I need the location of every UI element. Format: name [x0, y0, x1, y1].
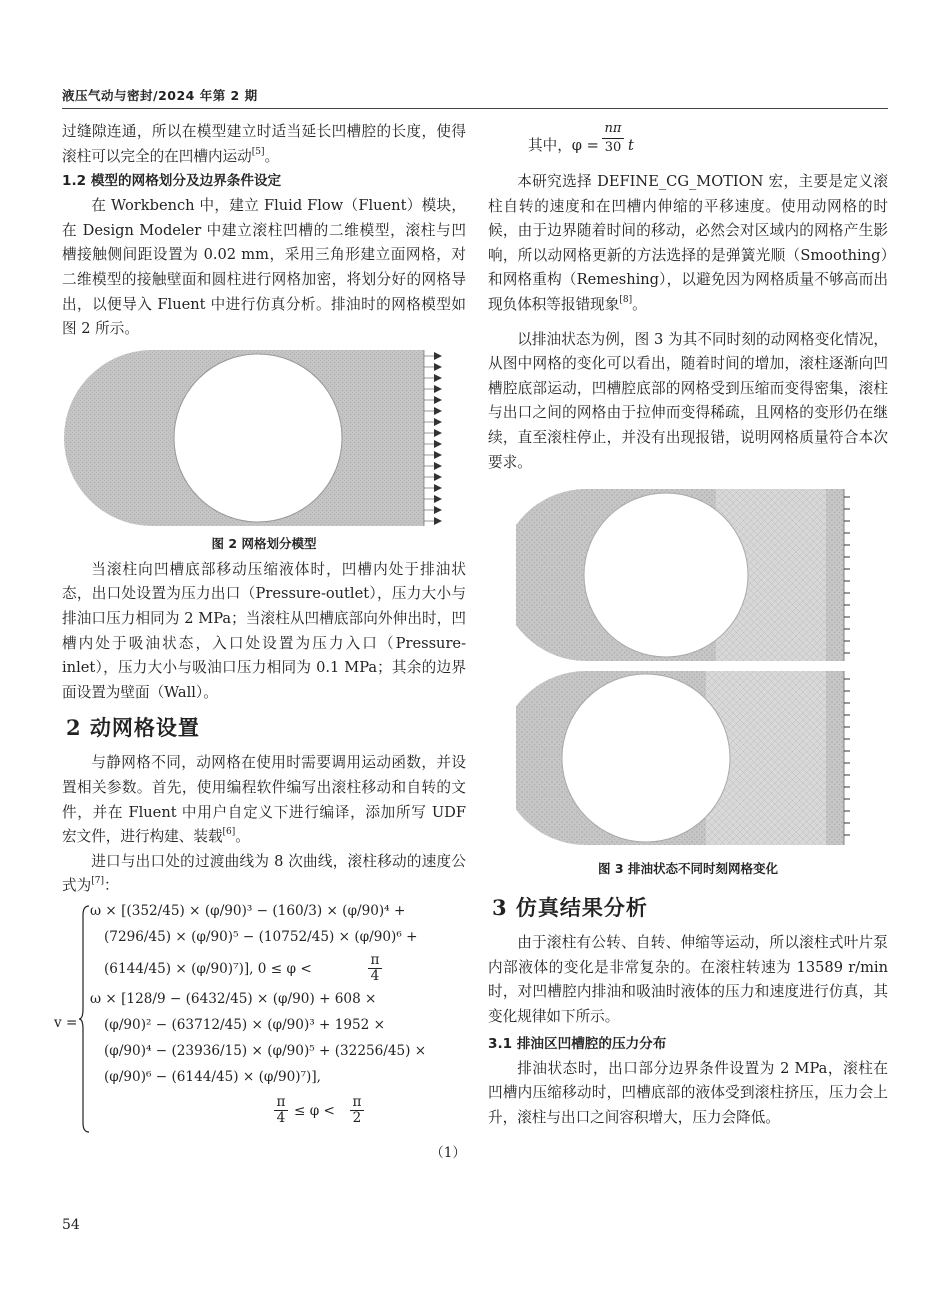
eq-line-5: (φ/90)² − (63712/45) × (φ/90)³ + 1952 × [104, 1016, 386, 1033]
paragraph-udf-macro: 本研究选择 DEFINE_CG_MOTION 宏，主要是定义滚柱自转的速度和在凹槽内伸缩的平移速度。使用动网格的时候，由于边界随着时间的移动，必然会对区域内的网格产生影响，所以动网格更新的方法选择的是弹簧光顺（Smoothing）和网格重构（Remeshing），以避免因为网格质量不够高而出现负体积等报错现象[8]。 [488, 173, 888, 313]
eq-line-3: (6144/45) × (φ/90)⁷)], 0 ≤ φ < [104, 960, 312, 977]
figure-3 [516, 489, 858, 849]
eq-line-7: (φ/90)⁶ − (6144/45) × (φ/90)⁷)], [104, 1068, 321, 1085]
roller-bottom [562, 674, 730, 842]
outlet-arrows [424, 350, 434, 526]
eq-brace [78, 905, 90, 1133]
outlet-tick-marks [844, 497, 850, 835]
mesh-panel-bottom [516, 671, 844, 845]
citation-6[interactable]: [6] [222, 827, 236, 838]
paragraph-mesh-change: 以排油状态为例，图 3 为其不同时刻的动网格变化情况，从图中网格的变化可以看出，随着时间的增加，滚柱逐渐向凹槽腔底部运动，凹槽腔底部的网格受到压缩而变得密集，滚柱与出口之间的网格由于拉伸而变得稀疏，且网格的变形仍在继续，直至滚柱停止，并没有出现报错，说明网格质量符合本次要求。 [488, 330, 888, 471]
paragraph-dynamic-mesh: 与静网格不同，动网格在使用时需要调用运动函数，并设置相关参数。首先，使用编程软件编写出滚柱移动和自转的文件，并在 Fluent 中用户自定义下进行编译，添加所写 UDF 宏文件，进行构建、装载[6]。 [62, 754, 466, 846]
journal-header: 液压气动与密封/2024 年第 2 期 [62, 88, 258, 103]
paragraph-pressure-distribution: 排油状态时，出口部分边界条件设置为 2 MPa，滚柱在凹槽内压缩移动时，凹槽底部的液体受到滚柱挤压，压力会上升，滚柱与出口之间容积增大，压力会降低。 [488, 1059, 888, 1126]
eq-lhs: v = [54, 1014, 78, 1031]
mesh-panel-top [516, 489, 844, 661]
header-rule [62, 108, 888, 109]
where-phi-definition: 其中，φ = nπ 30 t [528, 121, 634, 155]
citation-5[interactable]: [5] [251, 146, 265, 157]
citation-8[interactable]: [8] [619, 294, 633, 305]
citation-7[interactable]: [7] [91, 876, 104, 887]
subsection-3-1-heading: 3.1 排油区凹槽腔的压力分布 [488, 1035, 667, 1052]
paragraph-continued: 过缝隙连通，所以在模型建立时适当延长凹槽腔的长度，使得滚柱可以完全的在凹槽内运动[5]。 [62, 123, 466, 165]
paragraph-mesh-setup: 在 Workbench 中，建立 Fluid Flow（Fluent）模块，在 Design Modeler 中建立滚柱凹槽的二维模型，滚柱与凹槽接触侧间距设置为 0.02 mm，采用三角形建立面网格，对二维模型的接触壁面和圆柱进行网格加密，将划分好的网格导出，以便导入 Fluent 中进行仿真分析。排油时的网格模型如图 2 所示。 [62, 197, 466, 338]
eq-cond2-fraction-a: π 4 [274, 1095, 288, 1126]
phi-fraction: nπ 30 [602, 120, 624, 157]
section-2-heading: 2 动网格设置 [66, 715, 200, 741]
eq-line-1: ω × [(352/45) × (φ/90)³ − (160/3) × (φ/90)⁴ + [90, 902, 406, 919]
roller-top [584, 493, 748, 657]
roller-circle [174, 354, 342, 522]
eq-cond1-fraction: π 4 [368, 953, 382, 984]
page-number: 54 [62, 1217, 80, 1233]
figure-2-caption: 图 2 网格划分模型 [211, 535, 317, 551]
right-column [488, 120, 888, 1130]
outlet-arrowheads [434, 352, 442, 525]
mesh-model-figure [62, 350, 466, 526]
eq-number: （1） [430, 1144, 466, 1161]
eq-line-4: ω × [128/9 − (6432/45) × (φ/90) + 608 × [90, 990, 377, 1007]
dynamic-mesh-figure [516, 489, 858, 845]
eq-cond2-fraction-b: π 2 [350, 1095, 364, 1126]
eq-cond2-relation: ≤ φ < [294, 1102, 335, 1119]
paragraph-velocity-intro: 进口与出口处的过渡曲线为 8 次曲线，滚柱移动的速度公式为[7]： [62, 852, 466, 895]
left-column [54, 120, 466, 1165]
figure-3-caption: 图 3 排油状态不同时刻网格变化 [598, 861, 778, 877]
subsection-1-2-heading: 1.2 模型的网格划分及边界条件设定 [62, 173, 282, 190]
paragraph-boundary-conditions: 当滚柱向凹槽底部移动压缩液体时，凹槽内处于排油状态，出口处设置为压力出口（Pressure-outlet），压力大小与排油口压力相同为 2 MPa；当滚柱从凹槽底部向外伸出时，凹槽内处于吸油状态，入口处设置为压力入口（Pressure-inlet），压力大小与吸油口压力相同为 0.1 MPa；其余的边界面设置为壁面（Wall）。 [62, 560, 466, 701]
figure-2 [62, 350, 466, 552]
eq-line-6: (φ/90)⁴ − (23936/15) × (φ/90)⁵ + (32256/45) × [104, 1042, 427, 1059]
section-3-heading: 3 仿真结果分析 [492, 895, 648, 921]
paragraph-simulation-analysis: 由于滚柱有公转、自转、伸缩等运动，所以滚柱式叶片泵内部液体的变化是非常复杂的。在滚柱转速为 13589 r/min 时，对凹槽腔内排油和吸油时液体的压力和速度进行仿真，其变化规律如下所示。 [488, 934, 888, 1025]
eq-line-2: (7296/45) × (φ/90)⁵ − (10752/45) × (φ/90)⁶ + [104, 928, 418, 945]
equation-1 [54, 902, 466, 1165]
